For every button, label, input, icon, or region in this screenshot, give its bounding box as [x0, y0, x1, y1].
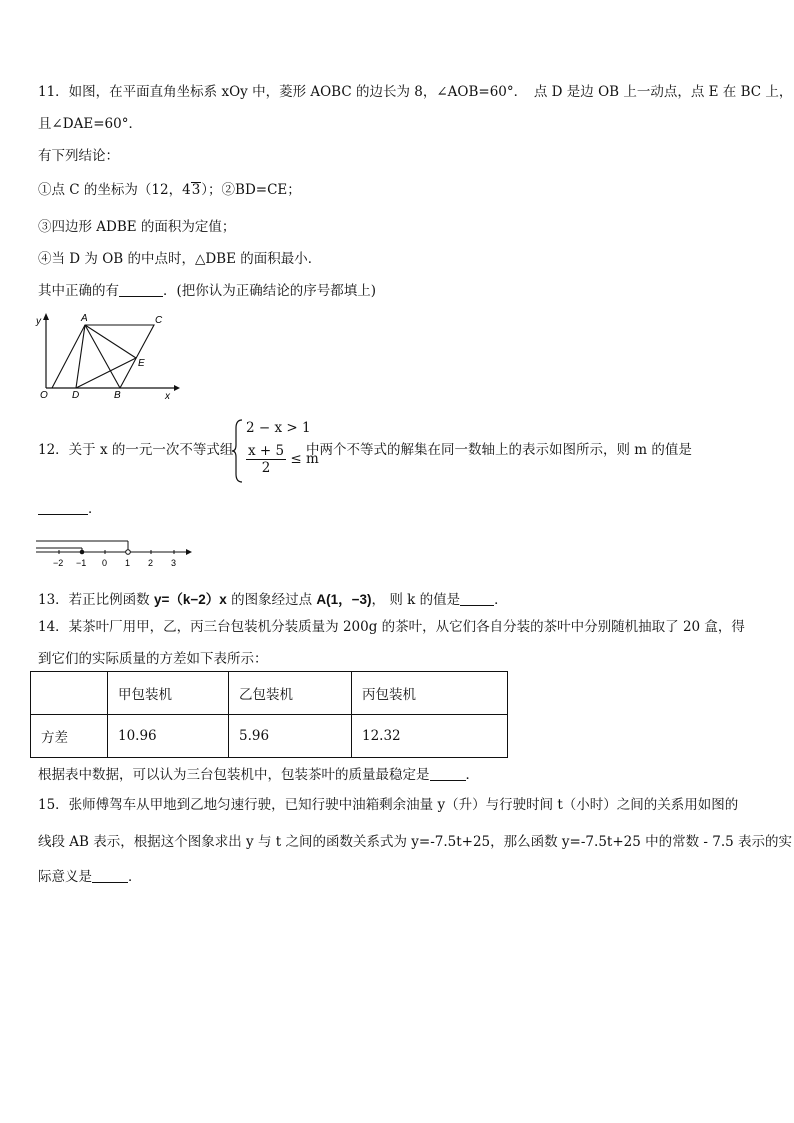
number-line-figure [36, 536, 196, 572]
q14-line-1: 14．某茶叶厂用甲，乙，丙三台包装机分装质量为 200g 的茶叶，从它们各自分装的茶叶中分别随机抽取了 20 盒，得 [38, 619, 745, 635]
inequality-1: 2 − x > 1 [246, 420, 311, 436]
answer-blank[interactable] [119, 282, 163, 297]
q14-ask: 根据表中数据，可以认为三台包装机中，包装茶叶的质量最稳定是 [38, 767, 430, 783]
q11-line-1: 11．如图，在平面直角坐标系 xOy 中，菱形 AOBC 的边长为 8，∠AOB=60°． 点 D 是边 OB 上一动点，点 E 在 BC 上， [38, 84, 793, 100]
q15-end: ． [128, 869, 142, 885]
rhombus-figure [32, 310, 182, 402]
q14-question [38, 766, 479, 784]
fraction [246, 443, 286, 476]
variance-table [30, 671, 508, 758]
q12-answer-line [38, 500, 102, 518]
q15-line-2: 线段 AB 表示，根据这个图象求出 y 与 t 之间的函数关系式为 y=-7.5t+25，那么函数 y=-7.5t+25 中的常数 - 7.5 表示的实 [38, 834, 793, 850]
q15-line-1: 15．张师傅驾车从甲地到乙地匀速行驶，已知行驶中油箱剩余油量 y（升）与行驶时间 t（小时）之间的关系用如图的 [38, 797, 739, 813]
q15-line-3 [38, 868, 142, 886]
tick-label: −2 [53, 558, 64, 568]
table-row [31, 715, 508, 758]
table-header-row [31, 672, 508, 715]
point-O-label: O [40, 390, 48, 401]
q13-end: ． [494, 592, 508, 608]
q13-middle: 的图象经过点 [226, 592, 317, 608]
y-axis-label: y [36, 316, 41, 327]
answer-blank[interactable] [430, 766, 466, 781]
tick-label: −1 [76, 558, 87, 568]
table-cell: 5.96 [229, 715, 352, 758]
q12-end: ． [88, 501, 102, 517]
q13-suffix: ， 则 k 的值是 [371, 592, 461, 608]
point-C-label: C [155, 315, 163, 326]
table-header-cell: 甲包装机 [108, 672, 229, 715]
table-header-cell: 乙包装机 [229, 672, 352, 715]
answer-blank[interactable] [38, 500, 88, 515]
answer-blank[interactable] [92, 868, 128, 883]
tick-label: 0 [102, 558, 108, 568]
answer-blank[interactable] [460, 591, 494, 606]
tick-label: 2 [148, 558, 154, 568]
q11-question [38, 282, 376, 300]
table-cell: 12.32 [352, 715, 508, 758]
q13-prefix: 13．若正比例函数 [38, 592, 154, 608]
fraction-numerator: x + 5 [248, 443, 285, 459]
sqrt-radicand: 3 [191, 182, 201, 198]
conclusion-1-prefix: ①点 C 的坐标为（12，4 [38, 182, 191, 198]
table-header-cell [31, 672, 108, 715]
system-brace [232, 418, 244, 484]
fraction-denominator: 2 [261, 460, 271, 476]
q13-line [38, 591, 508, 609]
table-header-cell: 丙包装机 [352, 672, 508, 715]
tick-label: 1 [125, 558, 131, 568]
inequality-2-tail: ≤ m [290, 451, 319, 467]
q15-ask: 际意义是 [38, 869, 92, 885]
q12-suffix: 中两个不等式的解集在同一数轴上的表示如图所示，则 m 的值是 [306, 442, 692, 458]
point-A-label: A [81, 313, 88, 324]
q11-conclusion-4: ④当 D 为 OB 的中点时，△DBE 的面积最小． [38, 251, 322, 267]
table-cell: 10.96 [108, 715, 229, 758]
q14-line-2: 到它们的实际质量的方差如下表所示： [38, 651, 268, 667]
q11-intro: 有下列结论： [38, 148, 119, 164]
point-D-label: D [72, 390, 80, 401]
table-row-label: 方差 [31, 715, 108, 758]
point-E-label: E [138, 358, 145, 369]
q12-prefix: 12．关于 x 的一元一次不等式组 [38, 442, 234, 458]
conclusion-1-suffix: ）；②BD=CE； [201, 182, 301, 198]
q14-end: ． [465, 767, 479, 783]
q11-conclusion-1-2 [38, 181, 301, 199]
point-B-label: B [114, 390, 121, 401]
tick-label: 3 [171, 558, 177, 568]
function-expression: y=（k−2）x [153, 592, 227, 607]
q11-conclusion-3: ③四边形 ADBE 的面积为定值； [38, 219, 236, 235]
x-axis-label: x [165, 391, 170, 402]
point-coordinate: A(1，−3) [316, 592, 372, 607]
q11-ask-suffix: ．(把你认为正确结论的序号都填上) [163, 283, 377, 299]
q11-ask-prefix: 其中正确的有 [38, 283, 119, 299]
q11-line-2: 且∠DAE=60°． [38, 116, 142, 132]
